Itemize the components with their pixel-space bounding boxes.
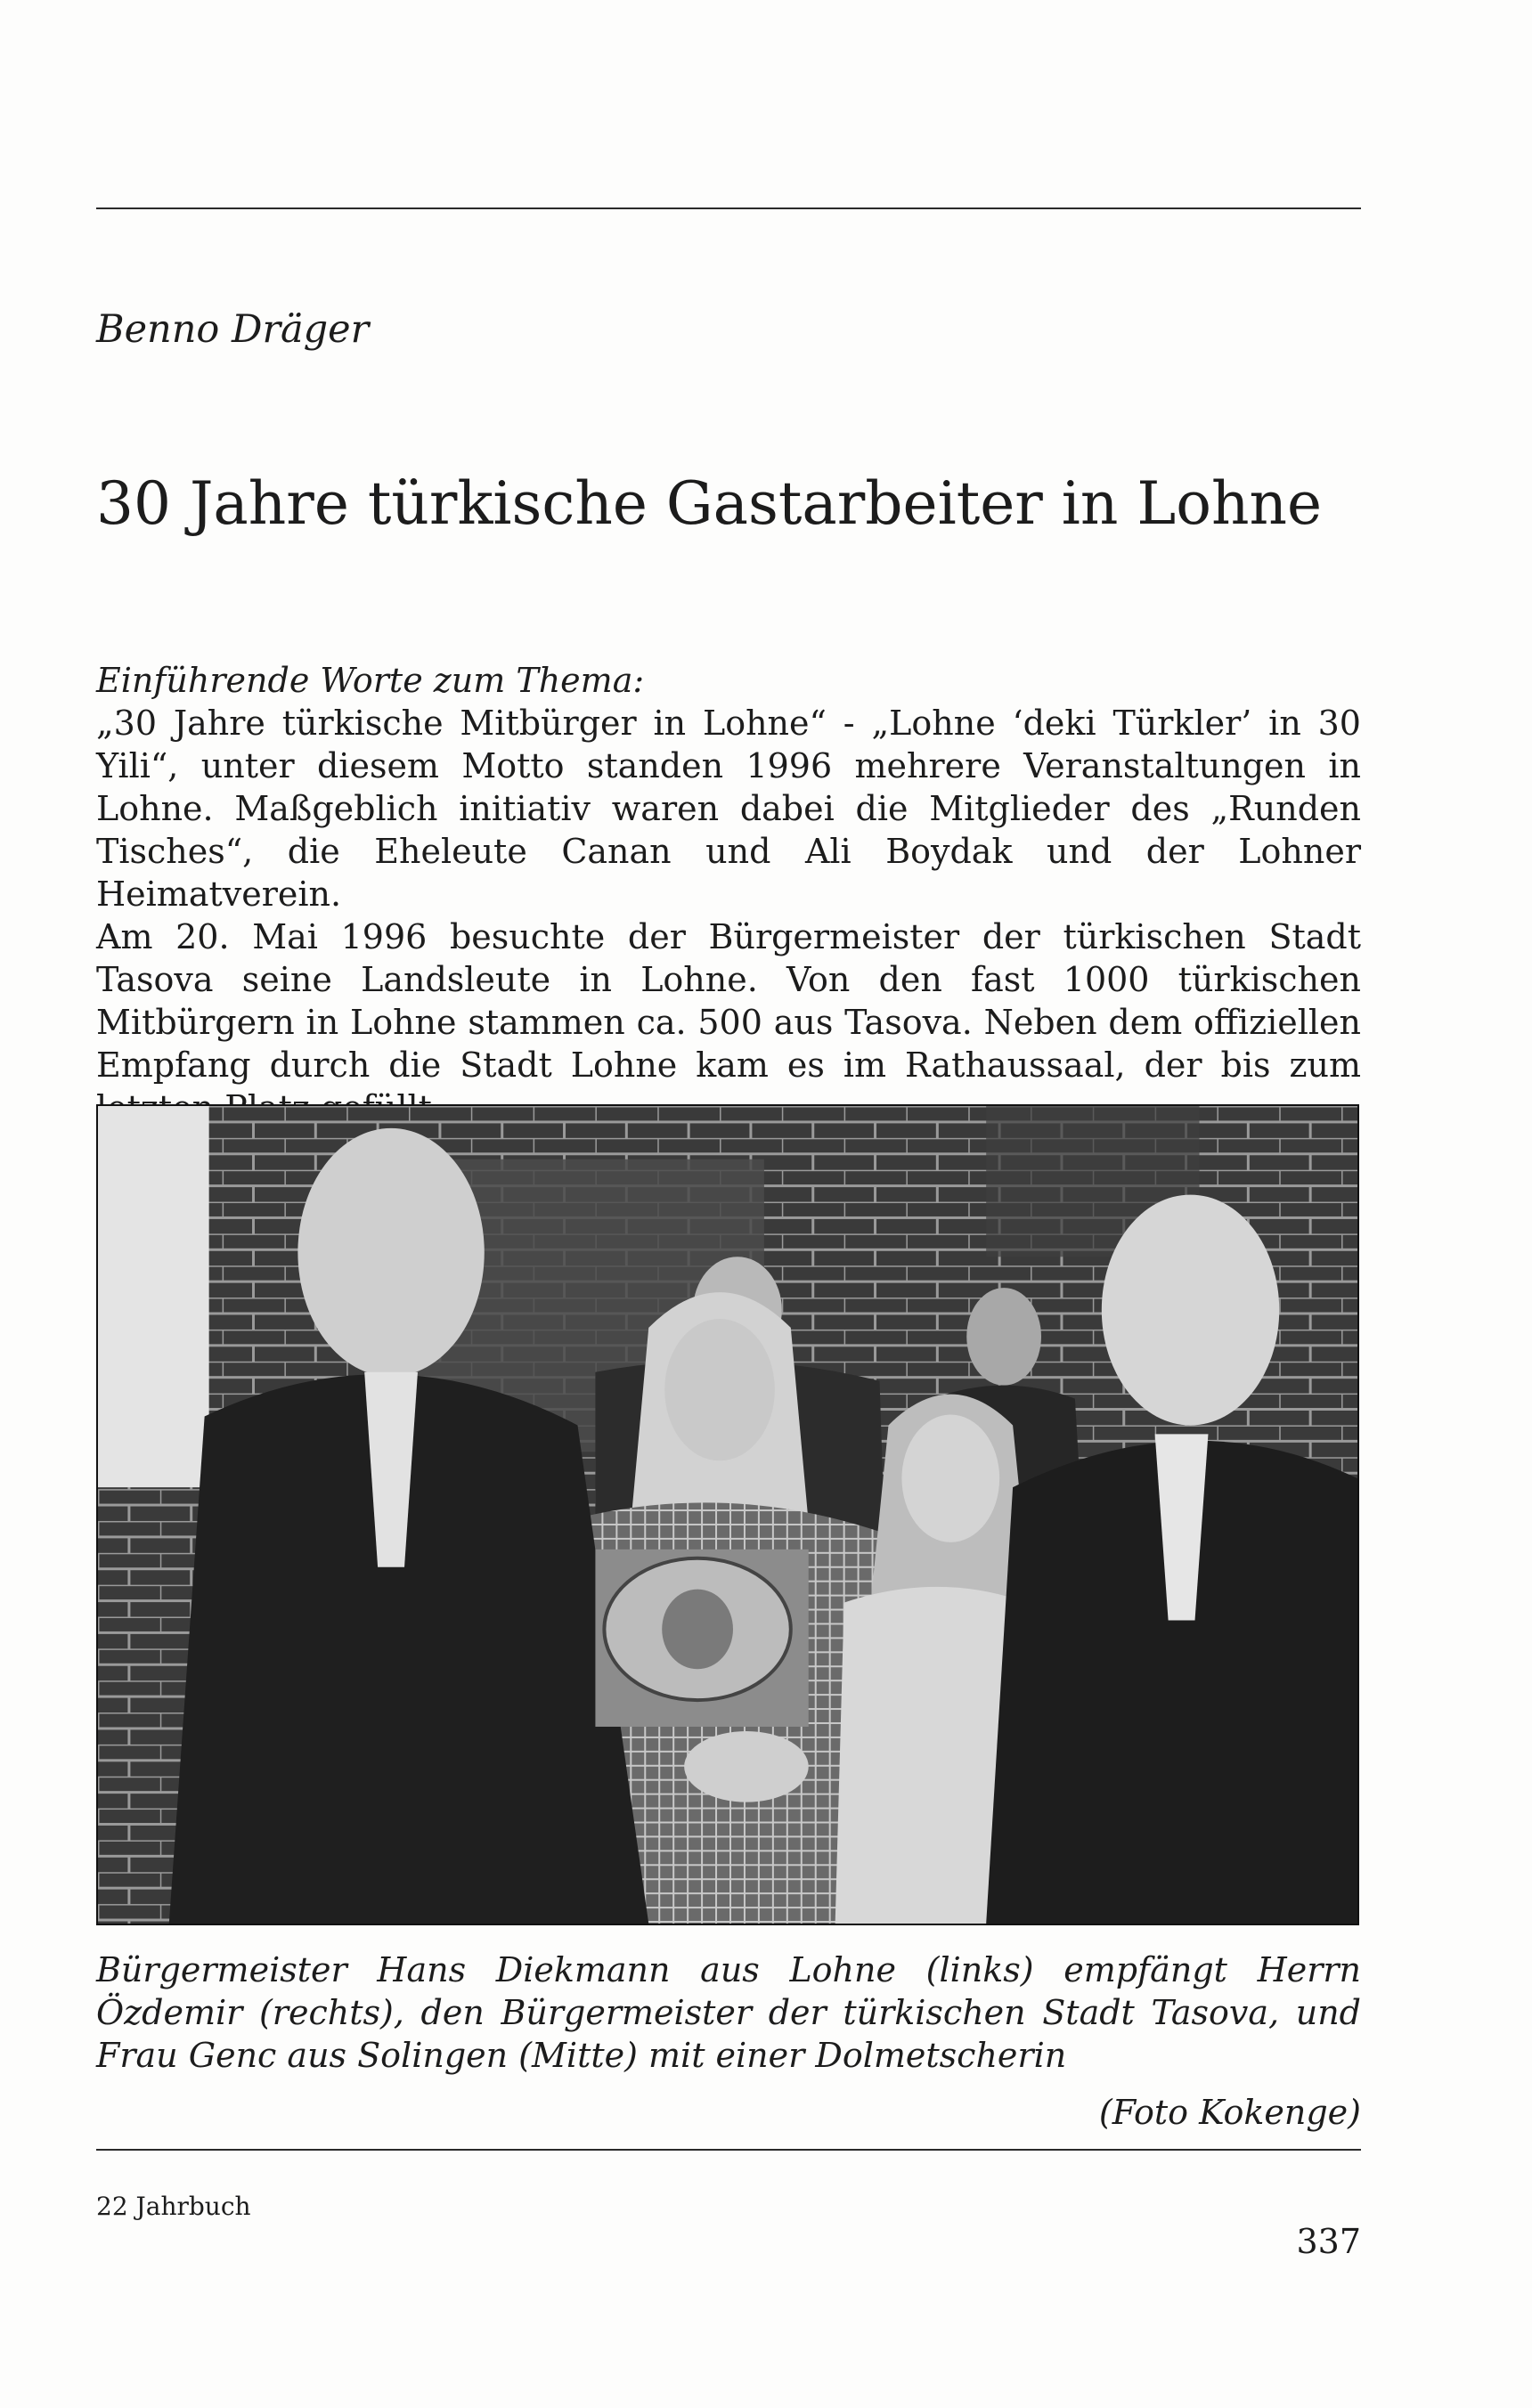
page-number: 337	[1296, 2222, 1361, 2261]
bottom-rule	[96, 2149, 1361, 2151]
photo	[96, 1104, 1359, 1925]
intro-text	[96, 659, 1361, 1129]
author-name: Benno Dräger	[96, 307, 370, 352]
intro-lead: Einführende Worte zum Thema:	[96, 661, 645, 700]
photo-caption: Bürgermeister Hans Diekmann aus Lohne (links) empfängt Herrn Özdemir (rechts), den Bürgermeister der türkischen Stadt Tasova, und Frau Genc aus Solingen (Mitte) mit einer Dolmetscherin	[96, 1950, 1361, 2075]
intro-paragraph-2: Am 20. Mai 1996 besuchte der Bürgermeister der türkischen Stadt Tasova seine Landsleute in Lohne. Von den fast 1000 türkischen Mitbürgern in Lohne stammen ca. 500 aus Tasova. Neben dem offiziellen Empfang durch die Stadt Lohne kam es im Rathaussaal, der bis zum	[96, 917, 1361, 1085]
article-title: 30 Jahre türkische Gastarbeiter in Lohne	[96, 469, 1323, 538]
photo-image	[98, 1106, 1357, 1924]
footnote: 22 Jahrbuch	[96, 2192, 251, 2221]
top-rule	[96, 207, 1361, 209]
photo-credit: (Foto Kokenge)	[1098, 2093, 1361, 2132]
intro-paragraph-1: „30 Jahre türkische Mitbürger in Lohne“ - „Lohne ‘deki Türkler’ in 30 Yili“, unter diesem Motto standen 1996 mehrere Veranstaltungen in Lohne. Maßgeblich initiativ waren dabei die Mitglieder des „Runden Tisches“, die Eheleute Canan und Ali Boydak und der Lohner Heimatverein.	[96, 704, 1361, 914]
